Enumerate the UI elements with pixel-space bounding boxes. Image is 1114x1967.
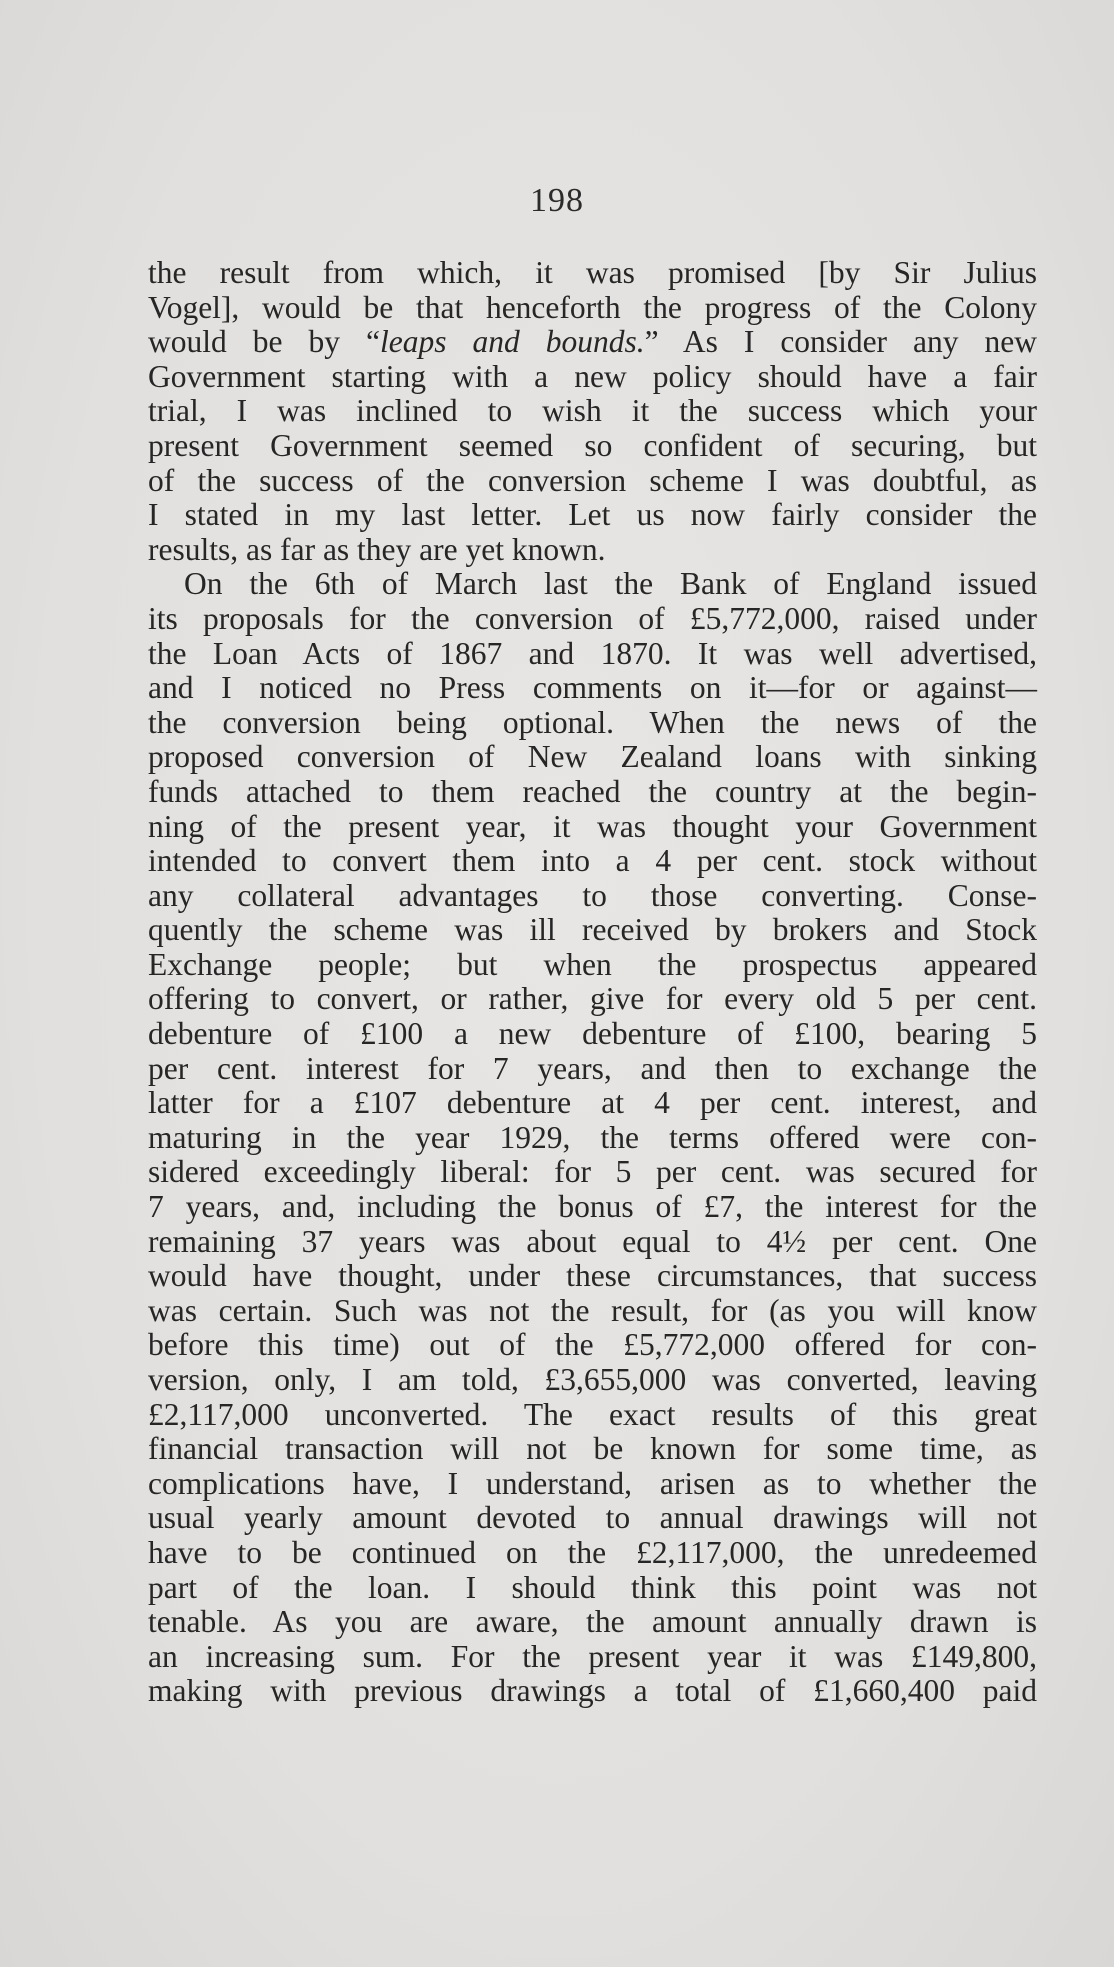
text-line-10: On the 6th of March last the Bank of England issued	[184, 566, 1037, 602]
text-line-40: tenable. As you are aware, the amount annually drawn is	[148, 1604, 1037, 1640]
text-line-35: financial transaction will not be known for some time, as	[148, 1431, 1037, 1467]
text-line-9: results, as far as they are yet known.	[148, 531, 606, 567]
text-line-3-start: would be by “	[148, 324, 380, 360]
text-line-1: the result from which, it was promised [by Sir Julius	[148, 255, 1037, 290]
text-line-2: Vogel], would be that henceforth the progress of the Colony	[148, 289, 1037, 325]
text-line-5: trial, I was inclined to wish it the success which your	[148, 393, 1037, 429]
text-line-26: maturing in the year 1929, the terms offered were con-	[148, 1119, 1037, 1155]
text-line-8: I stated in my last letter. Let us now fairly consider the	[148, 497, 1037, 533]
text-line-16: funds attached to them reached the country at the begin-	[148, 773, 1037, 809]
page-number: 198	[530, 182, 584, 219]
text-line-31: was certain. Such was not the result, for (as you will know	[148, 1292, 1037, 1328]
text-line-23: debenture of £100 a new debenture of £100, bearing 5	[148, 1016, 1037, 1052]
text-line-37: usual yearly amount devoted to annual drawings will not	[148, 1500, 1037, 1536]
text-line-7: of the success of the conversion scheme I was doubtful, as	[148, 462, 1037, 498]
text-line-30: would have thought, under these circumstances, that success	[148, 1258, 1037, 1294]
text-line-3	[148, 325, 1037, 360]
text-line-17: ning of the present year, it was thought your Government	[148, 808, 1037, 844]
text-line-15: proposed conversion of New Zealand loans with sinking	[148, 739, 1037, 775]
text-line-19: any collateral advantages to those converting. Conse-	[148, 877, 1037, 913]
text-line-36: complications have, I understand, arisen as to whether the	[148, 1465, 1037, 1501]
text-line-12: the Loan Acts of 1867 and 1870. It was well advertised,	[148, 635, 1037, 671]
text-line-27: sidered exceedingly liberal: for 5 per cent. was secured for	[148, 1154, 1037, 1190]
text-line-29: remaining 37 years was about equal to 4½ per cent. One	[148, 1223, 1037, 1259]
text-line-25: latter for a £107 debenture at 4 per cent. interest, and	[148, 1085, 1037, 1121]
text-line-3-end: ” As I consider any new	[644, 324, 1037, 360]
body-text	[148, 256, 1037, 1709]
text-line-4: Government starting with a new policy should have a fair	[148, 358, 1037, 394]
italic-phrase: leaps and bounds.	[379, 324, 645, 360]
text-line-14: the conversion being optional. When the news of the	[148, 704, 1037, 740]
text-line-22: offering to convert, or rather, give for every old 5 per cent.	[148, 981, 1037, 1017]
text-line-21: Exchange people; but when the prospectus appeared	[148, 946, 1037, 982]
text-line-13: and I noticed no Press comments on it—for or against—	[148, 670, 1037, 706]
text-line-11: its proposals for the conversion of £5,772,000, raised under	[148, 600, 1037, 636]
text-line-28: 7 years, and, including the bonus of £7, the interest for the	[148, 1189, 1037, 1225]
text-line-41: an increasing sum. For the present year it was £149,800,	[148, 1638, 1037, 1674]
text-line-33: version, only, I am told, £3,655,000 was converted, leaving	[148, 1362, 1037, 1397]
text-line-24: per cent. interest for 7 years, and then to exchange the	[148, 1050, 1037, 1086]
text-line-34: £2,117,000 unconverted. The exact results of this great	[148, 1396, 1037, 1432]
text-line-20: quently the scheme was ill received by brokers and Stock	[148, 912, 1037, 948]
text-line-6: present Government seemed so confident of securing, but	[148, 427, 1037, 463]
text-line-38: have to be continued on the £2,117,000, the unredeemed	[148, 1534, 1037, 1570]
text-line-42: making with previous drawings a total of £1,660,400 paid	[148, 1673, 1037, 1709]
text-line-32: before this time) out of the £5,772,000 offered for con-	[148, 1327, 1037, 1363]
text-line-18: intended to convert them into a 4 per cent. stock without	[148, 843, 1037, 879]
text-line-39: part of the loan. I should think this point was not	[148, 1569, 1037, 1605]
